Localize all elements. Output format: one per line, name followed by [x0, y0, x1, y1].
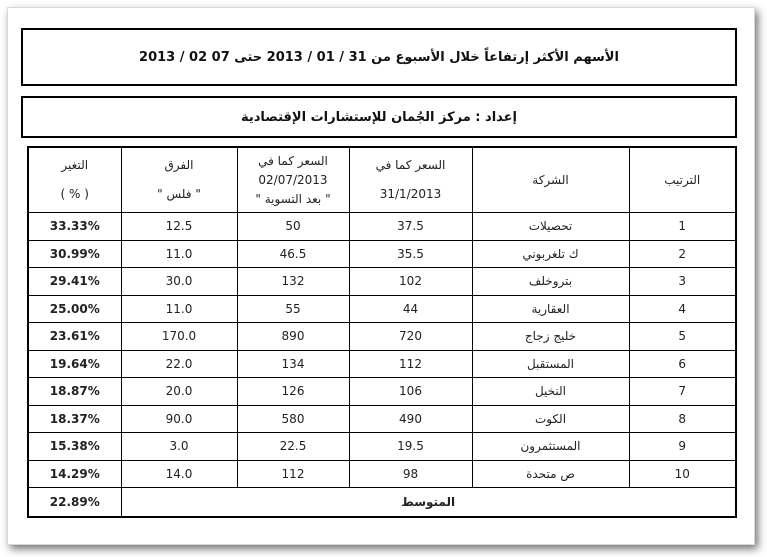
company-cell: المستثمرون: [472, 433, 629, 461]
header-change-line1: التغير: [61, 158, 89, 172]
table-row: [28, 460, 736, 488]
change-cell: 29.41%: [28, 268, 121, 296]
header-price-jan-line2: 31/1/2013: [379, 187, 442, 201]
header-price-feb-line2: 02/07/2013: [258, 172, 328, 187]
company-cell: بتروخلف: [472, 268, 629, 296]
table-row: [28, 295, 736, 323]
change-cell: 33.33%: [28, 213, 121, 241]
diff-cell: 22.0: [121, 350, 237, 378]
price-jan-cell: 106: [349, 378, 472, 406]
header-price-feb-line3: " بعد التسوية ": [255, 191, 331, 206]
rank-cell: 2: [629, 240, 736, 268]
diff-cell: 170.0: [121, 323, 237, 351]
header-diff-line1: الفرق: [164, 158, 194, 172]
rank-cell: 4: [629, 295, 736, 323]
report-title: الأسهم الأكثر إرتفاعاً خلال الأسبوع من 31 / 01 / 2013 حتى 07 02 / 2013: [21, 28, 737, 86]
diff-cell: 20.0: [121, 378, 237, 406]
diff-cell: 11.0: [121, 295, 237, 323]
price-feb-cell: 134: [237, 350, 349, 378]
change-cell: 15.38%: [28, 433, 121, 461]
diff-cell: 11.0: [121, 240, 237, 268]
price-feb-cell: 112: [237, 460, 349, 488]
average-row: [28, 488, 736, 518]
rank-cell: 6: [629, 350, 736, 378]
change-cell: 25.00%: [28, 295, 121, 323]
table-row: [28, 213, 736, 241]
table-row: [28, 323, 736, 351]
price-feb-cell: 580: [237, 405, 349, 433]
diff-cell: 90.0: [121, 405, 237, 433]
diff-cell: 12.5: [121, 213, 237, 241]
table-row: [28, 240, 736, 268]
average-value: 22.89%: [28, 488, 121, 518]
price-jan-cell: 44: [349, 295, 472, 323]
price-feb-cell: 50: [237, 213, 349, 241]
diff-cell: 14.0: [121, 460, 237, 488]
price-jan-cell: 490: [349, 405, 472, 433]
change-cell: 18.87%: [28, 378, 121, 406]
price-jan-cell: 19.5: [349, 433, 472, 461]
price-feb-cell: 46.5: [237, 240, 349, 268]
price-feb-cell: 55: [237, 295, 349, 323]
company-cell: النخيل: [472, 378, 629, 406]
price-jan-cell: 98: [349, 460, 472, 488]
change-cell: 18.37%: [28, 405, 121, 433]
header-price-feb: [237, 147, 349, 213]
header-price-jan: [349, 147, 472, 213]
price-jan-cell: 720: [349, 323, 472, 351]
header-rank: الترتيب: [629, 147, 736, 213]
price-jan-cell: 35.5: [349, 240, 472, 268]
change-cell: 30.99%: [28, 240, 121, 268]
report-subtitle: إعداد : مركز الجُمان للإستشارات الإقتصادية: [21, 96, 737, 138]
company-cell: ك تلغرﺑﻮني: [472, 240, 629, 268]
price-feb-cell: 126: [237, 378, 349, 406]
rank-cell: 3: [629, 268, 736, 296]
company-cell: خليج زجاج: [472, 323, 629, 351]
change-cell: 23.61%: [28, 323, 121, 351]
header-diff-line2: " فلس ": [157, 187, 201, 201]
rank-cell: 5: [629, 323, 736, 351]
average-label: المتوسط: [121, 488, 736, 518]
company-cell: العقارية: [472, 295, 629, 323]
stocks-table: [27, 146, 737, 518]
header-row: [28, 147, 736, 213]
table-row: [28, 433, 736, 461]
header-price-jan-line1: السعر كما في: [375, 158, 446, 172]
company-cell: الكوت: [472, 405, 629, 433]
diff-cell: 3.0: [121, 433, 237, 461]
header-diff: [121, 147, 237, 213]
table-row: [28, 405, 736, 433]
header-change: [28, 147, 121, 213]
company-cell: ص متحدة: [472, 460, 629, 488]
rank-cell: 1: [629, 213, 736, 241]
rank-cell: 8: [629, 405, 736, 433]
table-row: [28, 350, 736, 378]
company-cell: المستقبل: [472, 350, 629, 378]
table-row: [28, 268, 736, 296]
price-jan-cell: 112: [349, 350, 472, 378]
diff-cell: 30.0: [121, 268, 237, 296]
company-cell: تحصيلات: [472, 213, 629, 241]
table-row: [28, 378, 736, 406]
header-company: الشركة: [472, 147, 629, 213]
rank-cell: 9: [629, 433, 736, 461]
header-change-line2: ( % ): [60, 187, 89, 201]
price-jan-cell: 102: [349, 268, 472, 296]
rank-cell: 7: [629, 378, 736, 406]
rank-cell: 10: [629, 460, 736, 488]
header-price-feb-line1: السعر كما في: [258, 153, 328, 168]
price-jan-cell: 37.5: [349, 213, 472, 241]
change-cell: 14.29%: [28, 460, 121, 488]
price-feb-cell: 132: [237, 268, 349, 296]
change-cell: 19.64%: [28, 350, 121, 378]
price-feb-cell: 22.5: [237, 433, 349, 461]
price-feb-cell: 890: [237, 323, 349, 351]
